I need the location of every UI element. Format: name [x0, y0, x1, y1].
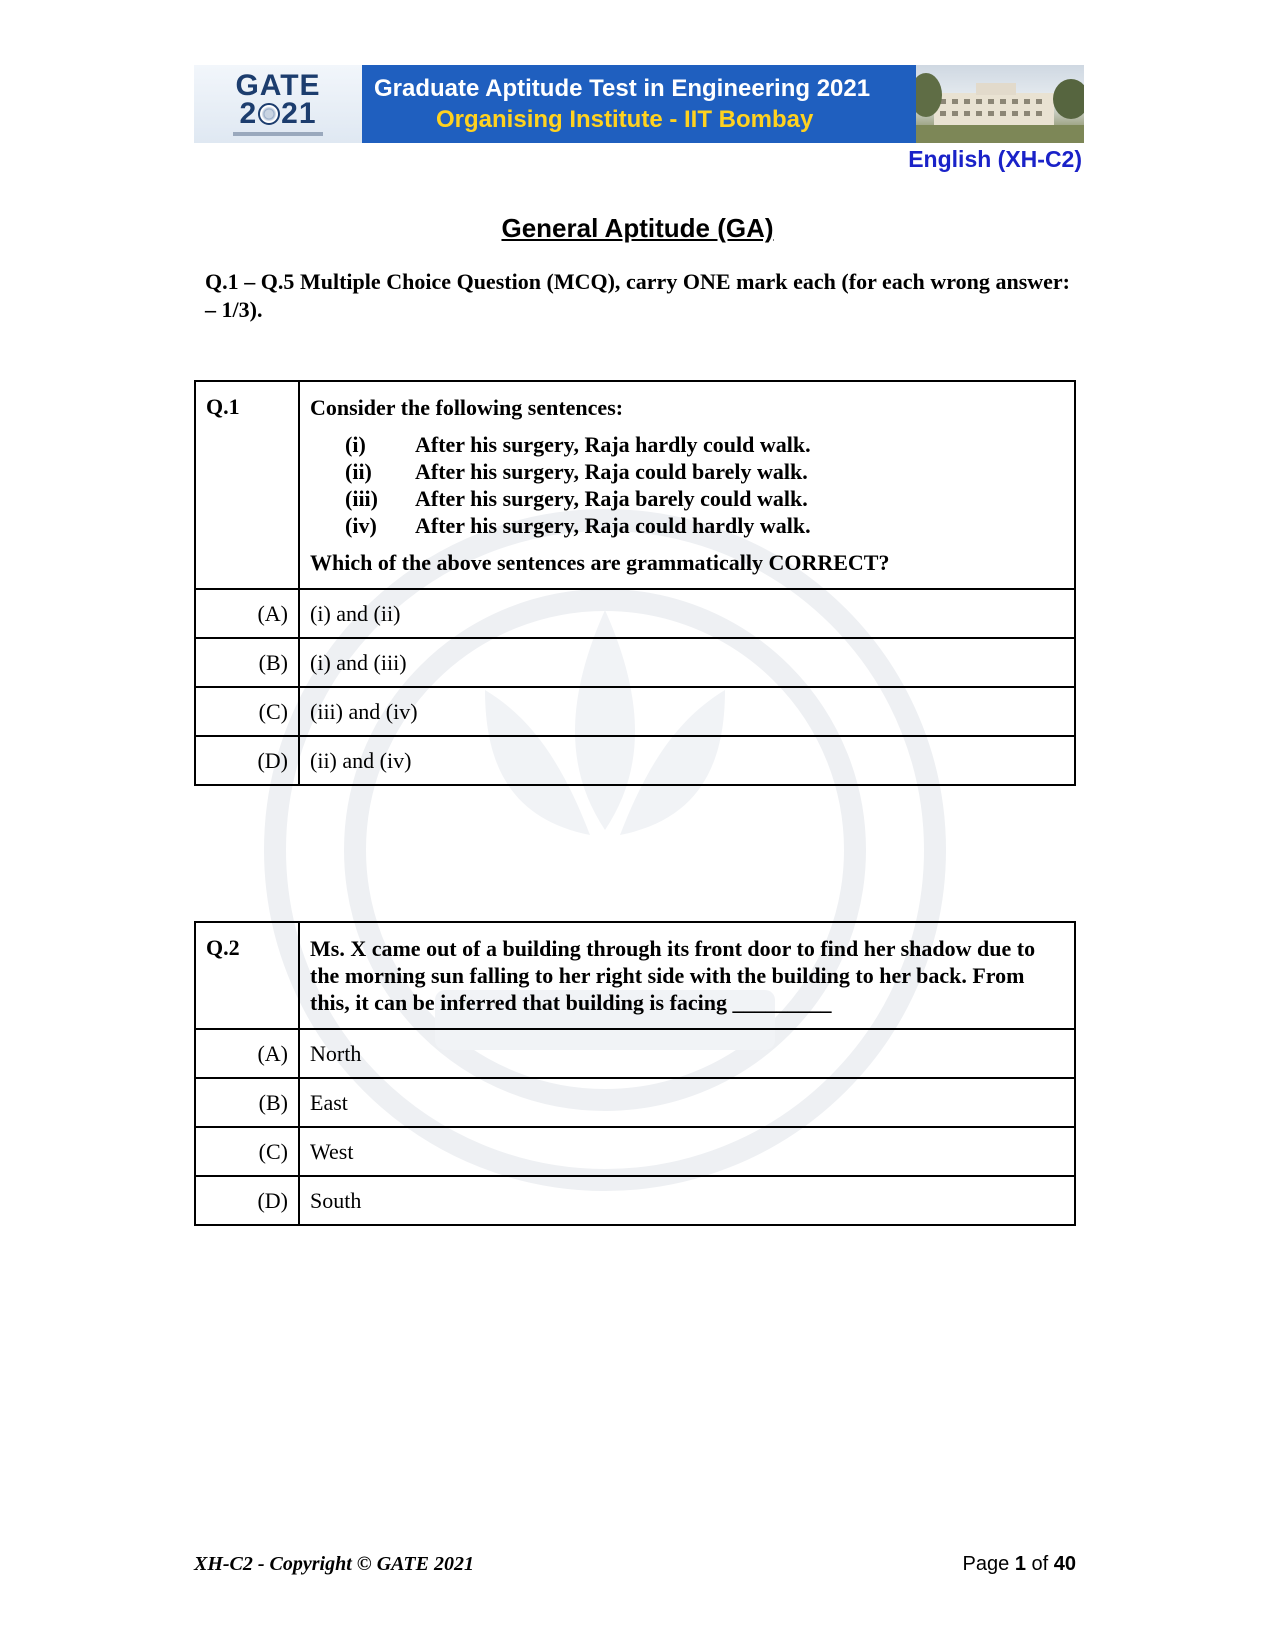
sentence-text: After his surgery, Raja could barely walk. [415, 459, 808, 484]
option-text: (i) and (ii) [299, 589, 1075, 638]
option-row [195, 638, 1075, 687]
sentence-item [310, 485, 1064, 512]
sentence-item [310, 431, 1064, 458]
section-title: General Aptitude (GA) [501, 213, 774, 243]
banner-title-block [362, 65, 916, 143]
option-row [195, 1176, 1075, 1225]
sentence-number: (i) [345, 432, 366, 457]
institute-building-photo [916, 65, 1084, 143]
sentence-text: After his surgery, Raja barely could walk. [415, 486, 808, 511]
logo-year-left: 2 [239, 97, 258, 130]
logo-text-gate: GATE [235, 69, 321, 102]
logo-tagline-bar [233, 132, 323, 136]
page-word: Page [962, 1553, 1010, 1575]
banner-title: Graduate Aptitude Test in Engineering 2021 [374, 75, 871, 102]
option-label: (C) [195, 687, 299, 736]
gate-logo [194, 65, 362, 143]
option-text: (iii) and (iv) [299, 687, 1075, 736]
question-number: Q.1 [195, 381, 299, 589]
question-1-table [194, 380, 1076, 786]
option-label: (A) [195, 589, 299, 638]
question-number: Q.2 [195, 922, 299, 1029]
option-row [195, 687, 1075, 736]
option-text: South [299, 1176, 1075, 1225]
section-instructions: Q.1 – Q.5 Multiple Choice Question (MCQ), carry ONE mark each (for each wrong answer: – 1/3). [205, 269, 1070, 322]
sentence-text: After his surgery, Raja could hardly walk. [415, 513, 811, 538]
sentence-item [310, 512, 1064, 539]
header-banner [194, 65, 1084, 143]
option-label: (C) [195, 1127, 299, 1176]
question-row [195, 922, 1075, 1029]
sentence-item [310, 458, 1064, 485]
option-label: (B) [195, 638, 299, 687]
banner-subtitle: Organising Institute - IIT Bombay [436, 106, 814, 133]
building-icon [916, 65, 1084, 143]
page-total: 40 [1053, 1553, 1076, 1575]
question-row [195, 381, 1075, 589]
option-row [195, 589, 1075, 638]
page-number [963, 1553, 1076, 1576]
question-body [299, 922, 1075, 1029]
question-stem: Consider the following sentences: [310, 395, 624, 420]
option-row [195, 1127, 1075, 1176]
question-stem: Ms. X came out of a building through its front door to find her shadow due to the morning sun falling to her right side with the building to her back. From this, it can be inferred that building is facing _________ [310, 936, 1036, 1015]
option-text: East [299, 1078, 1075, 1127]
question-2-table [194, 921, 1076, 1226]
option-label: (B) [195, 1078, 299, 1127]
page-current: 1 [1014, 1553, 1026, 1575]
question-prompt: Which of the above sentences are grammatically CORRECT? [310, 550, 890, 575]
option-text: (i) and (iii) [299, 638, 1075, 687]
seal-icon [258, 103, 280, 125]
option-label: (A) [195, 1029, 299, 1078]
option-label: (D) [195, 736, 299, 785]
footer-copyright: XH-C2 - Copyright © GATE 2021 [194, 1553, 474, 1575]
subject-code: English (XH-C2) [908, 146, 1082, 172]
sentence-number: (iii) [345, 486, 378, 511]
option-row [195, 736, 1075, 785]
question-body [299, 381, 1075, 589]
logo-year-right: 21 [281, 97, 317, 130]
sentence-number: (ii) [345, 459, 372, 484]
option-text: North [299, 1029, 1075, 1078]
option-label: (D) [195, 1176, 299, 1225]
option-row [195, 1029, 1075, 1078]
option-row [195, 1078, 1075, 1127]
sentence-number: (iv) [345, 513, 377, 538]
logo-text-year [239, 97, 317, 130]
option-text: West [299, 1127, 1075, 1176]
sentence-text: After his surgery, Raja hardly could walk. [415, 432, 811, 457]
option-text: (ii) and (iv) [299, 736, 1075, 785]
page-of: of [1031, 1553, 1049, 1575]
